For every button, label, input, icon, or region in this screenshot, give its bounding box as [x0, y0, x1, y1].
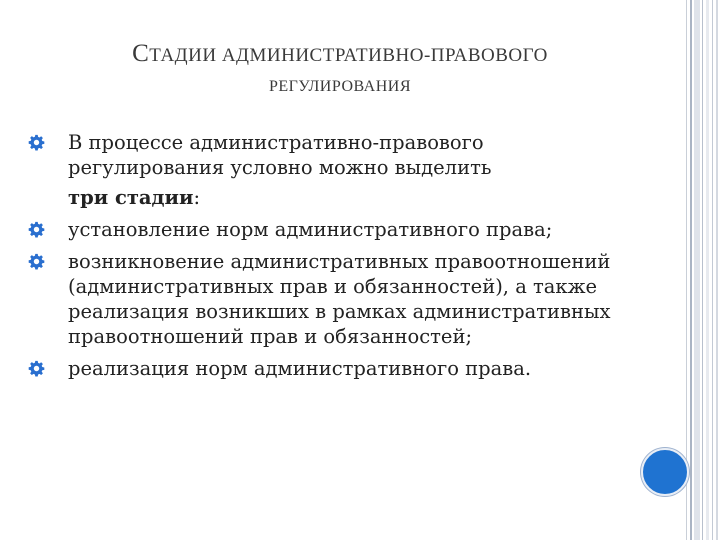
gear-icon — [28, 360, 45, 377]
title-line1: ТАДИИ АДМИНИСТРАТИВНО-ПРАВОВОГО — [149, 45, 548, 66]
gear-icon — [28, 134, 45, 151]
list-item-text: установление норм административного права; — [68, 218, 553, 241]
intro-item — [28, 130, 628, 180]
title-line2: РЕГУЛИРОВАНИЯ — [269, 78, 411, 95]
decorative-stripe — [686, 0, 687, 540]
circle-icon — [641, 448, 689, 496]
bullet-list — [28, 130, 628, 388]
title-initial: С — [132, 40, 150, 67]
slide-title — [40, 40, 640, 96]
decorative-stripe — [702, 0, 703, 540]
intro-text: В процессе административно-правового регулирования условно можно выделить — [68, 131, 492, 179]
decorative-stripe — [712, 0, 713, 540]
decorative-stripe — [694, 0, 700, 540]
decorative-stripe — [690, 0, 692, 540]
intro-bold: три стадии — [68, 186, 194, 209]
gear-icon — [28, 221, 45, 238]
gear-icon — [28, 253, 45, 270]
list-item — [28, 249, 628, 349]
list-item-text: возникновение административных правоотношений (административных прав и обязанностей), а также реализация возникших в рамках административных правоотношений прав и обязанностей; — [68, 250, 611, 348]
decorative-stripe — [716, 0, 718, 540]
intro-suffix: : — [193, 186, 201, 209]
list-item — [28, 217, 628, 242]
list-item-text: реализация норм административного права. — [68, 357, 532, 380]
decorative-stripe — [706, 0, 709, 540]
intro-continuation — [28, 185, 628, 210]
list-item — [28, 356, 628, 381]
